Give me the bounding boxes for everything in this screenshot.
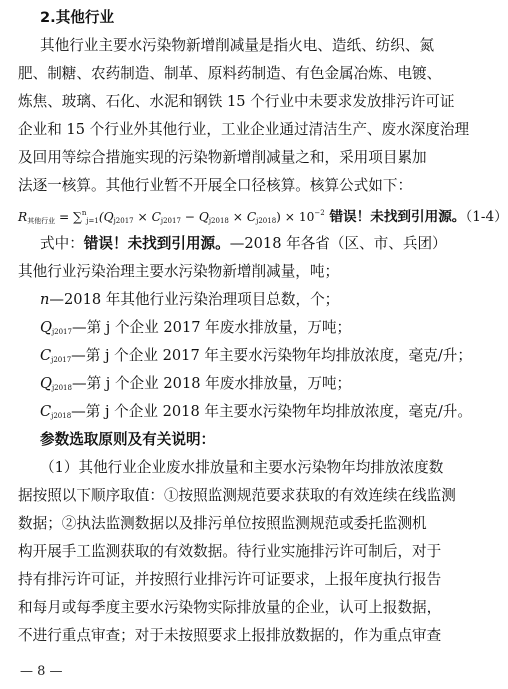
para1-line-1: 其他行业主要水污染物新增削减量是指火电、造纸、纺织、氮	[40, 37, 435, 54]
para1-line-4: 企业和 15 个行业外其他行业，工业企业通过清洁生产、废水深度治理	[18, 121, 470, 138]
formula-exp: −2	[314, 209, 325, 217]
para1-line-3: 炼焦、玻璃、石化、水泥和钢铁 15 个行业中未要求发放排污许可证	[18, 93, 455, 110]
def-n	[40, 290, 458, 310]
def-n-symbol: n	[40, 291, 50, 308]
para1-line-2: 肥、制糖、农药制造、制革、原料药制造、有色金属冶炼、电镀、	[18, 65, 442, 82]
def-item-symbol: Q	[40, 375, 52, 392]
formula-c2017-sub: j2017	[160, 217, 181, 225]
para2-line-2: 据按照以下顺序取值：①按照监测规范要求获取的有效连续在线监测	[18, 487, 456, 504]
def-item-symbol: C	[40, 347, 52, 364]
formula-eq: =	[55, 210, 74, 224]
para2-line-7: 不进行重点审查；对于未按照要求上报排放数据的，作为重点审查	[18, 627, 442, 644]
def-item-sub: j2017	[51, 356, 72, 364]
def-item-q2018	[40, 374, 458, 398]
formula-q2017-sub: j2017	[113, 217, 134, 225]
def-item-text: —第 j 个企业 2017 年废水排放量，万吨；	[71, 319, 352, 336]
def-item-text: —第 j 个企业 2018 年废水排放量，万吨；	[71, 375, 352, 392]
page-number: — 8 —	[20, 664, 63, 679]
defs-line-1	[40, 234, 458, 254]
def-item-sub: j2018	[51, 412, 72, 420]
formula-error: 错误！未找到引用源。	[324, 209, 466, 225]
formula-body: (Q	[98, 210, 114, 224]
defs-prefix: 式中：	[40, 235, 84, 252]
para1-line-5: 及回用等综合措施实现的污染物新增削减量之和，采用项目累加	[18, 149, 427, 166]
def-item-text: —第 j 个企业 2017 年主要水污染物年均排放浓度，毫克/升；	[71, 347, 472, 364]
param-heading: 参数选取原则及有关说明：	[40, 431, 216, 448]
def-item-symbol: C	[40, 403, 52, 420]
def-item-sub: j2017	[51, 328, 72, 336]
formula-minus: − Q	[180, 210, 209, 224]
formula-line	[18, 203, 508, 231]
para2-line-1: （1）其他行业企业废水排放量和主要水污染物年均排放浓度数	[40, 459, 444, 476]
formula-number: （1-4）	[465, 209, 508, 225]
defs-line-2: 其他行业污染治理主要水污染物新增削减量，吨；	[18, 263, 340, 280]
para2-line-4: 构开展手工监测获取的有效数据。待行业实施排污许可制后，对于	[18, 543, 442, 560]
formula-times-1: × C	[133, 210, 161, 224]
para2-line-6: 和每月或每季度主要水污染物实际排放量的企业，认可上报数据，	[18, 599, 442, 616]
defs-error: 错误！未找到引用源。	[83, 235, 230, 252]
def-item-text: —第 j 个企业 2018 年主要水污染物年均排放浓度，毫克/升。	[71, 403, 472, 420]
para1-line-6: 法逐一核算。其他行业暂不开展全口径核算。核算公式如下：	[18, 177, 413, 194]
para2-line-5: 持有排污许可证，并按照行业排污许可证要求，上报年度执行报告	[18, 571, 442, 588]
formula-lhs-sub: 其他行业	[27, 217, 56, 225]
formula-close: ) × 10	[276, 210, 315, 224]
formula-q2018-sub: j2018	[208, 217, 229, 225]
def-item-c2017	[40, 346, 472, 370]
formula-sum: ∑	[73, 210, 82, 224]
defs-line1-rest: —2018 年各省（区、市、兵团）	[229, 235, 447, 252]
def-item-symbol: Q	[40, 319, 52, 336]
formula-sum-sub: j=1	[86, 217, 99, 225]
def-item-sub: j2018	[51, 384, 72, 392]
formula-times-2: × C	[228, 210, 257, 224]
para2-line-3: 数据；②执法监测数据以及排污单位按照监测规范或委托监测机	[18, 515, 427, 532]
section-heading: 2.其他行业	[40, 9, 115, 26]
def-item-c2018	[40, 402, 472, 426]
def-n-text: —2018 年其他行业污染治理项目总数，个；	[49, 291, 340, 308]
def-item-q2017	[40, 318, 458, 342]
formula-sum-sup: n	[81, 209, 87, 217]
formula-lhs: R	[18, 210, 28, 224]
formula-c2018-sub: j2018	[256, 217, 277, 225]
